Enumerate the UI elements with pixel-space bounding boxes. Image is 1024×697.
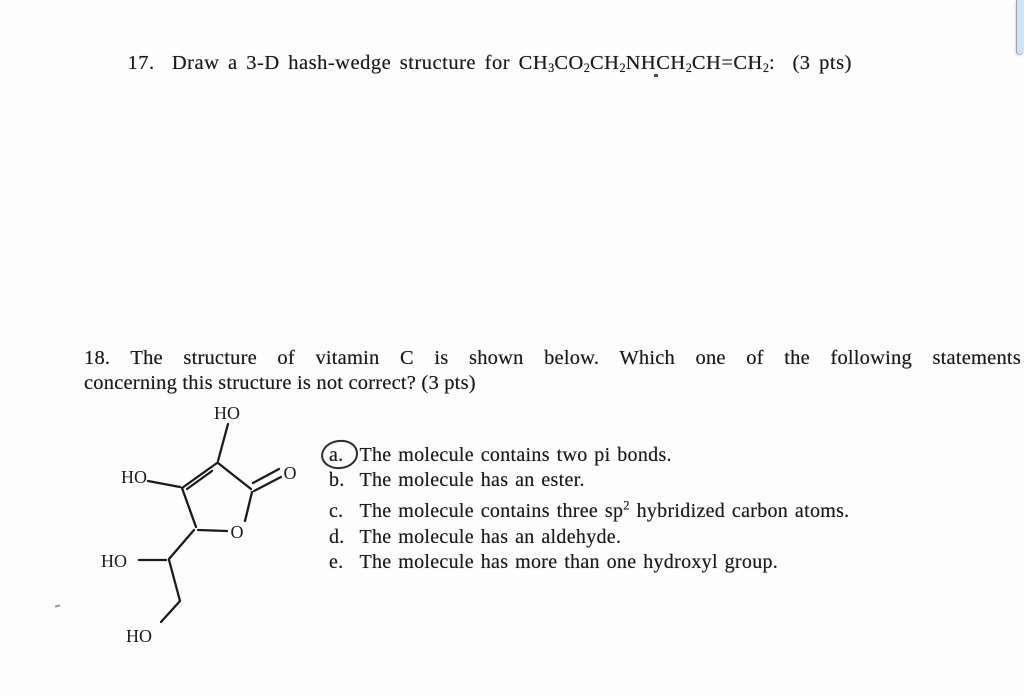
scrollbar-thumb[interactable] <box>1016 0 1024 55</box>
scan-speck <box>654 74 658 77</box>
bond-line <box>187 471 212 489</box>
question-17-text: 17. Draw a 3-D hash-wedge structure for $CH_3CO_2CH_2NHCH_2CH=CH_2$: (3 pts) <box>127 52 852 76</box>
bond-line <box>148 481 180 487</box>
choice-marker: b. <box>329 469 345 492</box>
atom-label: HO <box>126 626 152 646</box>
bond-line <box>161 601 180 622</box>
choice-marker: c. <box>329 500 344 523</box>
bond-line <box>254 477 281 491</box>
bond-line <box>169 560 180 601</box>
choice-b <box>329 468 849 493</box>
choice-text: The molecule has an aldehyde. <box>359 525 622 548</box>
choice-text: The molecule has an ester. <box>359 469 585 492</box>
scan-speck <box>55 604 60 607</box>
bond-line <box>169 530 194 559</box>
question-17 <box>93 21 852 110</box>
bond-line <box>253 469 279 483</box>
choice-text: The molecule contains two pi bonds. <box>359 444 672 466</box>
choice-a <box>329 443 849 468</box>
choice-c <box>329 494 849 525</box>
bond-line <box>245 492 252 521</box>
question-18-line2: concerning this structure is not correct? (3 pts) <box>84 371 476 394</box>
atom-label: HO <box>121 467 147 487</box>
bond-line <box>182 488 196 527</box>
atom-label: HO <box>101 551 127 571</box>
choice-list <box>329 443 849 575</box>
atom-label: O <box>230 522 244 542</box>
bond-line <box>182 463 217 488</box>
question-18-line1: 18. The structure of vitamin C is shown below. Which one of the following statements <box>84 347 1021 369</box>
circled-answer-mark: a. <box>329 443 353 468</box>
atom-label: HO <box>214 403 240 423</box>
choice-e <box>329 550 849 575</box>
atom-label: O <box>283 463 297 483</box>
bond-line <box>218 463 251 489</box>
choice-text: The molecule contains three $sp^2$ hybridized carbon atoms. <box>359 498 850 523</box>
question-18 <box>84 346 1021 395</box>
choice-marker: d. <box>329 525 345 548</box>
bond-line <box>218 424 228 461</box>
choice-text: The molecule has more than one hydroxyl group. <box>359 550 779 573</box>
choice-marker: e. <box>329 550 344 573</box>
bond-line <box>198 530 227 531</box>
choice-d <box>329 525 849 550</box>
